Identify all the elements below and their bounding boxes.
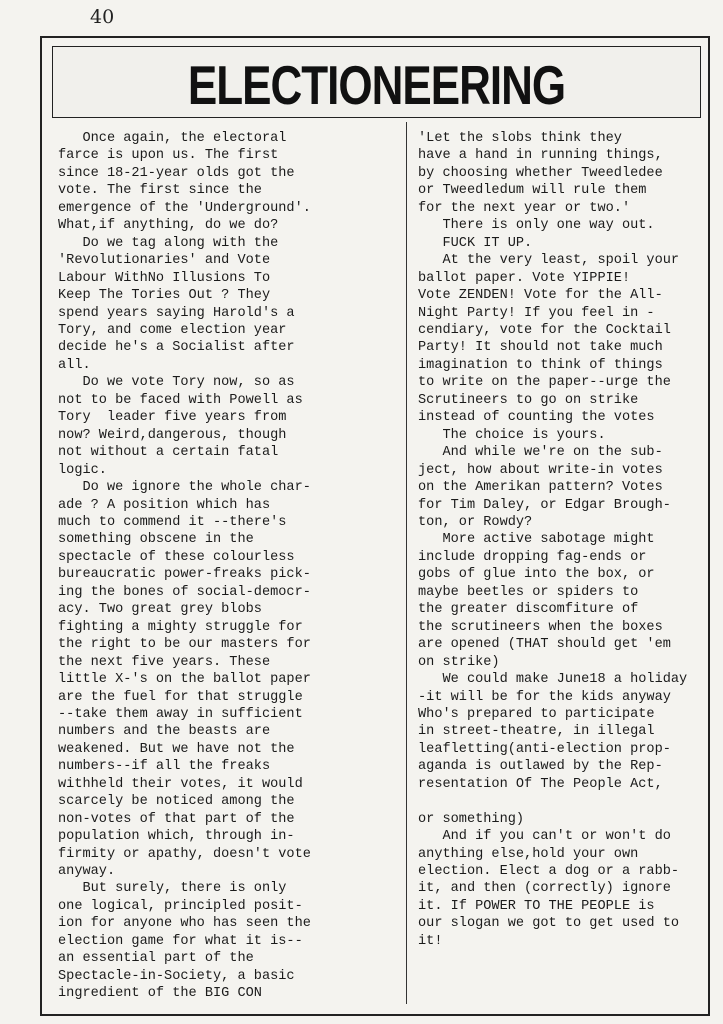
text-line: Once again, the electoral	[58, 131, 287, 146]
text-line	[418, 793, 710, 810]
text-line: weakened. But we have not the	[58, 741, 295, 757]
text-line: the greater discomfiture of	[418, 602, 639, 618]
text-line: What,if anything, do we do?	[58, 218, 279, 234]
text-line: one logical, principled posit-	[58, 898, 303, 914]
text-line: not to be faced with Powell as	[58, 392, 303, 408]
text-line: Tory, and come election year	[58, 322, 287, 338]
text-line: And while we're on the sub-	[418, 445, 663, 461]
text-line: on the Amerikan pattern? Votes	[418, 480, 663, 496]
text-line: by choosing whether Tweedledee	[418, 165, 663, 181]
text-line: --take them away in sufficient	[58, 706, 303, 722]
text-line: the next five years. These	[58, 654, 271, 670]
headline: ELECTIONEERING	[187, 55, 566, 117]
text-line: More active sabotage might	[418, 532, 655, 548]
text-line: the right to be our masters for	[58, 637, 311, 653]
text-line: much to commend it --there's	[58, 514, 287, 530]
text-line: And if you can't or won't do	[418, 829, 671, 845]
text-line: it!	[418, 933, 443, 949]
text-line: scarcely be noticed among the	[58, 794, 295, 810]
text-line: Scrutineers to go on strike	[418, 392, 639, 408]
text-line: The choice is yours.	[418, 427, 606, 443]
text-line: now? Weird,dangerous, though	[58, 427, 287, 443]
text-line: acy. Two great grey blobs	[58, 602, 262, 618]
text-line: Spectacle-in-Society, a basic	[58, 968, 295, 984]
text-line: ing the bones of social-democr-	[58, 584, 311, 600]
page-number: 40	[90, 6, 115, 28]
text-line: Do we ignore the whole char-	[58, 480, 311, 496]
text-line: 'Let the slobs think they	[418, 131, 622, 146]
text-line: ballot paper. Vote YIPPIE!	[418, 270, 631, 286]
text-line: logic.	[58, 462, 107, 478]
text-line: ade ? A position which has	[58, 497, 271, 513]
text-line: maybe beetles or spiders to	[418, 584, 639, 600]
text-line: We could make June18 a holiday	[418, 672, 688, 688]
left-column	[58, 130, 403, 1003]
text-line: or Tweedledum will rule them	[418, 183, 647, 199]
text-line: ingredient of the BIG CON	[58, 986, 262, 1002]
text-line: -it will be for the kids anyway	[418, 689, 671, 705]
text-line: are the fuel for that struggle	[58, 689, 303, 705]
text-line: in street-theatre, in illegal	[418, 724, 655, 740]
text-line: leafletting(anti-election prop-	[418, 741, 671, 757]
text-line: withheld their votes, it would	[58, 776, 303, 792]
text-line: decide he's a Socialist after	[58, 340, 295, 356]
text-line: Night Party! If you feel in -	[418, 305, 655, 321]
text-line: Do we vote Tory now, so as	[58, 375, 295, 391]
text-line: Vote ZENDEN! Vote for the All-	[418, 288, 663, 304]
text-line: anything else,hold your own	[418, 846, 639, 862]
text-line: emergence of the 'Underground'.	[58, 200, 311, 216]
text-line: farce is upon us. The first	[58, 148, 279, 164]
text-line: 'Revolutionaries' and Vote	[58, 253, 271, 269]
text-line: ton, or Rowdy?	[418, 514, 533, 530]
text-line: numbers--if all the freaks	[58, 759, 271, 775]
text-line: Party! It should not take much	[418, 340, 663, 356]
text-line: Who's prepared to participate	[418, 706, 655, 722]
text-line: Labour WithNo Illusions To	[58, 270, 271, 286]
text-line: aganda is outlawed by the Rep-	[418, 759, 663, 775]
text-line: ject, how about write-in votes	[418, 462, 663, 478]
text-line: all.	[58, 357, 91, 373]
text-line: vote. The first since the	[58, 183, 262, 199]
right-column	[418, 130, 710, 950]
text-line: spend years saying Harold's a	[58, 305, 295, 321]
text-line: At the very least, spoil your	[418, 253, 680, 269]
text-line: But surely, there is only	[58, 881, 287, 897]
text-line: population which, through in-	[58, 829, 295, 845]
text-line: the scrutineers when the boxes	[418, 619, 663, 635]
text-line: it. If POWER TO THE PEOPLE is	[418, 898, 655, 914]
text-line: for the next year or two.'	[418, 200, 631, 216]
text-line: election. Elect a dog or a rabb-	[418, 864, 680, 880]
text-line: election game for what it is--	[58, 933, 303, 949]
text-line: bureaucratic power-freaks pick-	[58, 567, 311, 583]
text-line: anyway.	[58, 864, 116, 880]
text-line: since 18-21-year olds got the	[58, 165, 295, 181]
text-line: have a hand in running things,	[418, 148, 663, 164]
text-line: spectacle of these colourless	[58, 549, 295, 565]
text-line: There is only one way out.	[418, 218, 655, 234]
text-line: something obscene in the	[58, 532, 254, 548]
text-line: firmity or apathy, doesn't vote	[58, 846, 311, 862]
text-line: FUCK IT UP.	[418, 235, 533, 251]
text-line: it, and then (correctly) ignore	[418, 881, 671, 897]
text-line: an essential part of the	[58, 951, 254, 967]
column-divider	[406, 122, 407, 1004]
text-line: to write on the paper--urge the	[418, 375, 671, 391]
text-line: little X-'s on the ballot paper	[58, 672, 311, 688]
text-line: our slogan we got to get used to	[418, 916, 680, 932]
text-line: imagination to think of things	[418, 357, 663, 373]
text-line: Keep The Tories Out ? They	[58, 288, 271, 304]
text-line: instead of counting the votes	[418, 410, 655, 426]
text-line: numbers and the beasts are	[58, 724, 271, 740]
text-line: Do we tag along with the	[58, 235, 279, 251]
text-line: for Tim Daley, or Edgar Brough-	[418, 497, 671, 513]
text-line: fighting a mighty struggle for	[58, 619, 303, 635]
text-line: ion for anyone who has seen the	[58, 916, 311, 932]
text-line: resentation Of The People Act,	[418, 776, 663, 792]
text-line: gobs of glue into the box, or	[418, 567, 655, 583]
text-line: Tory leader five years from	[58, 410, 287, 426]
text-line: on strike)	[418, 654, 500, 670]
masthead-box	[52, 46, 701, 118]
text-line: cendiary, vote for the Cocktail	[418, 322, 671, 338]
text-line: include dropping fag-ends or	[418, 549, 647, 565]
text-line: non-votes of that part of the	[58, 811, 295, 827]
text-line: or something)	[418, 811, 525, 827]
text-line: not without a certain fatal	[58, 445, 279, 461]
text-line: are opened (THAT should get 'em	[418, 637, 671, 653]
